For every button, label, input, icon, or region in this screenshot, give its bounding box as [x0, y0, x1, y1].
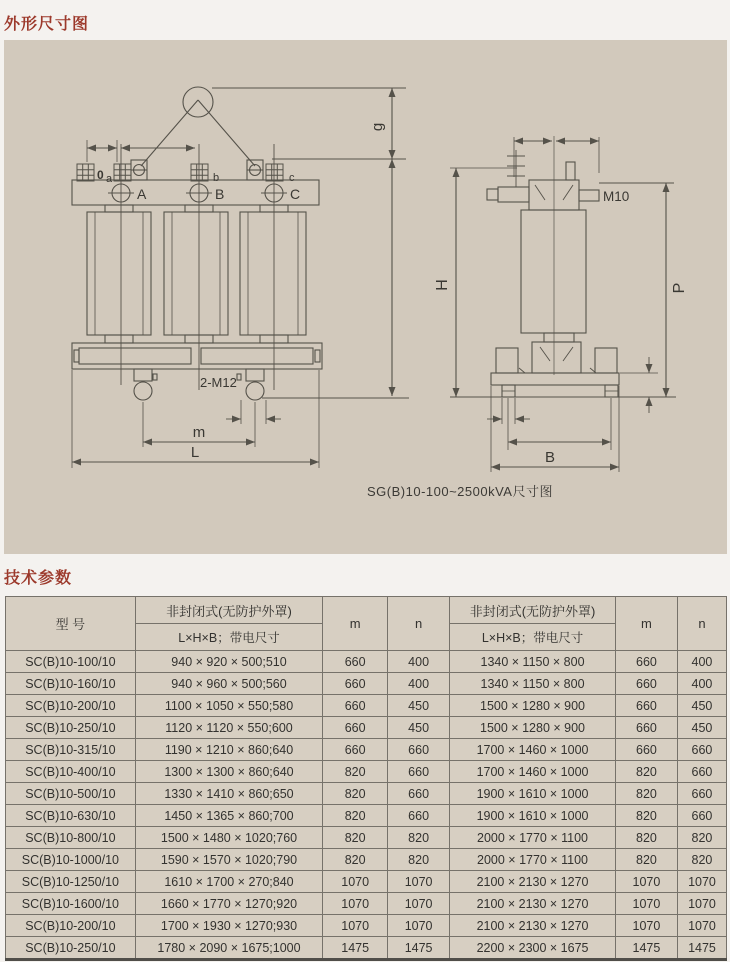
table-row: [6, 915, 727, 937]
cell-model: SC(B)10-630/10: [6, 805, 136, 827]
bolt-label-2-M12: 2-M12: [200, 375, 237, 390]
dim-label-L: L: [190, 444, 200, 461]
section-title-parameters: 技术参数: [4, 570, 73, 587]
cell-n1: 1070: [388, 915, 450, 937]
cell-n1: 1475: [388, 937, 450, 960]
cell-n1: 660: [388, 739, 450, 761]
cell-n2: 820: [677, 827, 726, 849]
cell-n1: 400: [388, 673, 450, 695]
dim-label-P: P: [671, 282, 688, 294]
cell-n2: 400: [677, 673, 726, 695]
cell-n2: 1070: [677, 871, 726, 893]
cell-m1: 1070: [323, 915, 388, 937]
bolt-label-M10: M10: [603, 189, 630, 204]
cell-dims1: 1660 × 1770 × 1270;920: [135, 893, 322, 915]
cell-dims1: 1190 × 1210 × 860;640: [135, 739, 322, 761]
cell-dims1: 1610 × 1700 × 270;840: [135, 871, 322, 893]
cell-model: SC(B)10-250/10: [6, 717, 136, 739]
cell-m2: 660: [615, 673, 677, 695]
cell-m1: 660: [323, 717, 388, 739]
parameters-table: [5, 596, 727, 961]
cell-n2: 660: [677, 739, 726, 761]
dimension-diagram-panel: [4, 40, 727, 554]
cell-m1: 820: [323, 761, 388, 783]
diagram-caption: SG(B)10-100~2500kVA尺寸图: [367, 484, 553, 499]
terminal-label-b: b: [213, 172, 220, 184]
cell-n1: 1070: [388, 871, 450, 893]
cell-n1: 1070: [388, 893, 450, 915]
cell-m2: 660: [615, 651, 677, 673]
terminal-label-c: c: [289, 172, 295, 184]
cell-model: SC(B)10-1600/10: [6, 893, 136, 915]
cell-m1: 1070: [323, 871, 388, 893]
phase-label-A: A: [137, 186, 147, 202]
table-row: [6, 673, 727, 695]
cell-dims1: 1780 × 2090 × 1675;1000: [135, 937, 322, 960]
cell-m1: 660: [323, 673, 388, 695]
dim-label-B: B: [544, 449, 556, 466]
parameters-table-wrap: [5, 596, 727, 961]
cell-model: SC(B)10-800/10: [6, 827, 136, 849]
cell-dims2: 1500 × 1280 × 900: [450, 717, 616, 739]
cell-n1: 450: [388, 695, 450, 717]
cell-n2: 820: [677, 849, 726, 871]
cell-n1: 660: [388, 783, 450, 805]
header-n2: n: [677, 597, 726, 651]
cell-n1: 450: [388, 717, 450, 739]
table-row: [6, 783, 727, 805]
header-group2-title: 非封闭式(无防护外罩): [450, 597, 616, 624]
cell-n2: 1475: [677, 937, 726, 960]
table-row: [6, 937, 727, 960]
cell-dims1: 940 × 920 × 500;510: [135, 651, 322, 673]
cell-dims1: 1300 × 1300 × 860;640: [135, 761, 322, 783]
cell-dims1: 1450 × 1365 × 860;700: [135, 805, 322, 827]
cell-m2: 660: [615, 695, 677, 717]
side-view: [450, 136, 676, 472]
cell-dims1: 1120 × 1120 × 550;600: [135, 717, 322, 739]
cell-model: SC(B)10-160/10: [6, 673, 136, 695]
cell-m2: 820: [615, 849, 677, 871]
cell-dims1: 940 × 960 × 500;560: [135, 673, 322, 695]
table-row: [6, 651, 727, 673]
header-m1: m: [323, 597, 388, 651]
cell-m1: 820: [323, 827, 388, 849]
cell-model: SC(B)10-100/10: [6, 651, 136, 673]
dim-label-H: H: [434, 279, 451, 291]
cell-m2: 820: [615, 761, 677, 783]
cell-model: SC(B)10-500/10: [6, 783, 136, 805]
table-row: [6, 805, 727, 827]
table-row: [6, 695, 727, 717]
table-row: [6, 717, 727, 739]
terminal-label-a: a: [106, 173, 113, 185]
header-group1-title: 非封闭式(无防护外罩): [135, 597, 322, 624]
cell-dims2: 1500 × 1280 × 900: [450, 695, 616, 717]
table-row: [6, 849, 727, 871]
cell-model: SC(B)10-400/10: [6, 761, 136, 783]
cell-dims2: 1340 × 1150 × 800: [450, 651, 616, 673]
cell-n1: 820: [388, 849, 450, 871]
phase-label-B: B: [215, 186, 225, 202]
cell-m2: 820: [615, 827, 677, 849]
cell-n2: 450: [677, 695, 726, 717]
header-group1-sub: L×H×B；带电尺寸: [135, 624, 322, 651]
cell-dims2: 1900 × 1610 × 1000: [450, 805, 616, 827]
terminal-label-0: 0: [97, 168, 104, 182]
header-m2: m: [615, 597, 677, 651]
cell-dims2: 2000 × 1770 × 1100: [450, 849, 616, 871]
cell-m1: 660: [323, 695, 388, 717]
cell-m2: 1475: [615, 937, 677, 960]
cell-model: SC(B)10-1250/10: [6, 871, 136, 893]
cell-dims2: 2100 × 2130 × 1270: [450, 871, 616, 893]
cell-dims2: 1700 × 1460 × 1000: [450, 761, 616, 783]
section-title-dimensions: 外形尺寸图: [4, 16, 90, 33]
cell-m2: 820: [615, 783, 677, 805]
cell-dims2: 2100 × 2130 × 1270: [450, 893, 616, 915]
cell-m2: 1070: [615, 871, 677, 893]
cell-dims1: 1590 × 1570 × 1020;790: [135, 849, 322, 871]
cell-n1: 660: [388, 761, 450, 783]
dim-label-g: g: [369, 122, 386, 132]
cell-dims1: 1330 × 1410 × 860;650: [135, 783, 322, 805]
cell-model: SC(B)10-200/10: [6, 915, 136, 937]
cell-dims2: 2000 × 1770 × 1100: [450, 827, 616, 849]
table-row: [6, 871, 727, 893]
cell-dims2: 2100 × 2130 × 1270: [450, 915, 616, 937]
cell-m1: 1070: [323, 893, 388, 915]
cell-n2: 660: [677, 761, 726, 783]
cell-m1: 660: [323, 651, 388, 673]
header-n1: n: [388, 597, 450, 651]
cell-n1: 660: [388, 805, 450, 827]
cell-m1: 1475: [323, 937, 388, 960]
cell-dims2: 2200 × 2300 × 1675: [450, 937, 616, 960]
cell-m2: 660: [615, 739, 677, 761]
cell-n2: 450: [677, 717, 726, 739]
cell-model: SC(B)10-200/10: [6, 695, 136, 717]
cell-m2: 820: [615, 805, 677, 827]
cell-dims2: 1700 × 1460 × 1000: [450, 739, 616, 761]
cell-dims1: 1500 × 1480 × 1020;760: [135, 827, 322, 849]
cell-n2: 400: [677, 651, 726, 673]
header-group2-sub: L×H×B；带电尺寸: [450, 624, 616, 651]
cell-dims1: 1100 × 1050 × 550;580: [135, 695, 322, 717]
cell-dims1: 1700 × 1930 × 1270;930: [135, 915, 322, 937]
cell-m1: 660: [323, 739, 388, 761]
cell-m1: 820: [323, 783, 388, 805]
table-row: [6, 761, 727, 783]
table-row: [6, 893, 727, 915]
cell-m2: 1070: [615, 893, 677, 915]
cell-n2: 1070: [677, 915, 726, 937]
cell-dims2: 1340 × 1150 × 800: [450, 673, 616, 695]
cell-n1: 400: [388, 651, 450, 673]
phase-label-C: C: [290, 186, 301, 202]
front-view: [72, 87, 409, 468]
cell-n2: 660: [677, 805, 726, 827]
table-row: [6, 827, 727, 849]
header-model: 型 号: [6, 597, 136, 651]
cell-m1: 820: [323, 805, 388, 827]
transformer-dimension-drawing: [4, 40, 727, 554]
table-row: [6, 739, 727, 761]
cell-n1: 820: [388, 827, 450, 849]
cell-m1: 820: [323, 849, 388, 871]
cell-model: SC(B)10-1000/10: [6, 849, 136, 871]
cell-model: SC(B)10-250/10: [6, 937, 136, 960]
cell-model: SC(B)10-315/10: [6, 739, 136, 761]
dim-label-m: m: [192, 424, 206, 441]
cell-m2: 1070: [615, 915, 677, 937]
cell-n2: 660: [677, 783, 726, 805]
cell-n2: 1070: [677, 893, 726, 915]
cell-m2: 660: [615, 717, 677, 739]
cell-dims2: 1900 × 1610 × 1000: [450, 783, 616, 805]
